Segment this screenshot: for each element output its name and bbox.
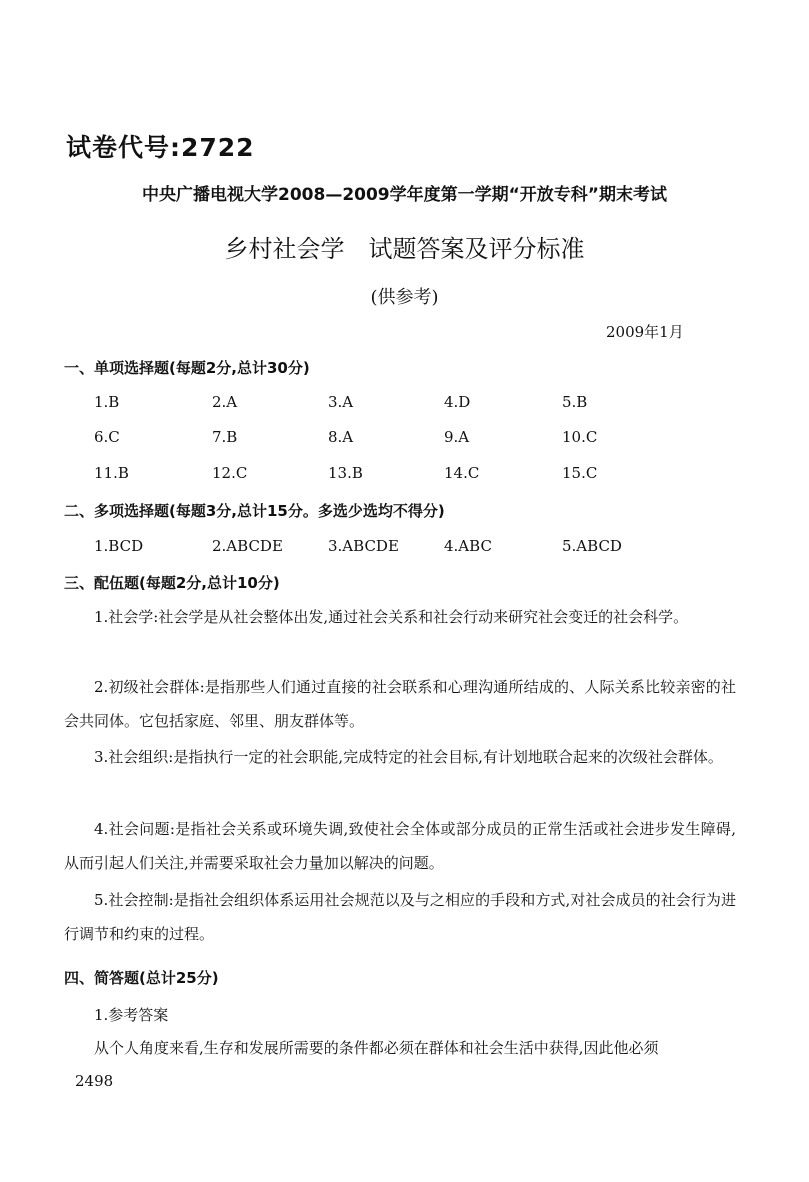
answer-item: 6.C — [94, 428, 120, 446]
section-1-heading: 一、单项选择题(每题2分,总计30分) — [64, 359, 310, 377]
answer-item: 2.ABCDE — [212, 537, 283, 555]
answer-item: 14.C — [444, 464, 480, 482]
answer-item: 12.C — [212, 464, 248, 482]
answer-item: 5.ABCD — [562, 537, 622, 555]
answer-item: 1.B — [94, 393, 120, 411]
document-title: 乡村社会学 试题答案及评分标准 — [224, 235, 585, 263]
definition-item: 5.社会控制:是指社会组织体系运用社会规范以及与之相应的手段和方式,对社会成员的社会行为进行调节和约束的过程。 — [64, 891, 736, 943]
answer-item: 1.BCD — [94, 537, 144, 555]
section-4-heading: 四、简答题(总计25分) — [64, 969, 219, 987]
answer-item: 4.ABC — [444, 537, 492, 555]
answer-item: 5.B — [562, 393, 588, 411]
answer-item: 8.A — [328, 428, 354, 446]
answer-item: 13.B — [328, 464, 363, 482]
section-2-heading: 二、多项选择题(每题3分,总计15分。多选少选均不得分) — [64, 502, 445, 520]
definition-item: 1.社会学:社会学是从社会整体出发,通过社会关系和社会行动来研究社会变迁的社会科学。 — [94, 608, 689, 626]
section-3-heading: 三、配伍题(每题2分,总计10分) — [64, 574, 280, 592]
page-number: 2498 — [75, 1072, 114, 1090]
exam-title: 中央广播电视大学2008—2009学年度第一学期“开放专科”期末考试 — [142, 185, 667, 205]
definition-item: 2.初级社会群体:是指那些人们通过直接的社会联系和心理沟通所结成的、人际关系比较亲密的社会共同体。它包括家庭、邻里、朋友群体等。 — [64, 678, 736, 730]
answer-paragraph: 从个人角度来看,生存和发展所需要的条件都必须在群体和社会生活中获得,因此他必须 — [94, 1039, 659, 1057]
definition-item: 4.社会问题:是指社会关系或环境失调,致使社会全体或部分成员的正常生活或社会进步发生障碍,从而引起人们关注,并需要采取社会力量加以解决的问题。 — [64, 820, 736, 872]
answer-item: 9.A — [444, 428, 470, 446]
definition-item: 3.社会组织:是指执行一定的社会职能,完成特定的社会目标,有计划地联合起来的次级社会群体。 — [94, 748, 723, 766]
answer-item: 2.A — [212, 393, 238, 411]
answer-item: 10.C — [562, 428, 598, 446]
reference-note: (供参考) — [370, 287, 439, 308]
exam-date: 2009年1月 — [606, 323, 684, 341]
answer-item: 3.A — [328, 393, 354, 411]
answer-item: 11.B — [94, 464, 129, 482]
paper-code: 试卷代号:2722 — [66, 133, 255, 162]
answer-item: 4.D — [444, 393, 471, 411]
sub-heading: 1.参考答案 — [94, 1006, 169, 1024]
answer-item: 15.C — [562, 464, 598, 482]
answer-item: 3.ABCDE — [328, 537, 399, 555]
answer-item: 7.B — [212, 428, 238, 446]
